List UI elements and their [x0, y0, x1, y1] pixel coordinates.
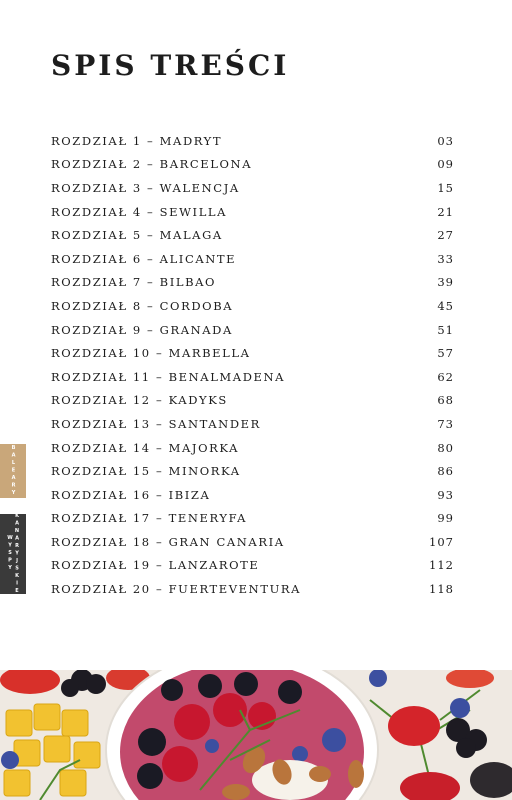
toc-page-number: 86: [437, 464, 454, 479]
toc-chapter-label: ROZDZIAŁ 4 – SEWILLA: [51, 204, 228, 219]
toc-row[interactable]: [51, 436, 454, 460]
tab-kanary-label-line2: KANARYJSKIE: [14, 512, 20, 596]
toc-row[interactable]: [51, 200, 454, 224]
toc-row[interactable]: [51, 507, 454, 531]
toc-chapter-label: ROZDZIAŁ 17 – TENERYFA: [51, 511, 248, 526]
toc-chapter-label: ROZDZIAŁ 20 – FUERTEVENTURA: [51, 582, 302, 597]
toc-page-number: 57: [437, 346, 454, 361]
tab-baleary-label: BALEARY: [10, 444, 17, 498]
toc-page-number: 107: [429, 534, 454, 549]
toc-row[interactable]: [51, 459, 454, 483]
toc-page-number: 80: [437, 440, 454, 455]
toc-row[interactable]: [51, 176, 454, 200]
toc-chapter-label: ROZDZIAŁ 8 – CORDOBA: [51, 298, 234, 313]
toc-chapter-label: ROZDZIAŁ 5 – MALAGA: [51, 228, 223, 243]
toc-row[interactable]: [51, 577, 454, 601]
toc-page-number: 112: [429, 558, 454, 573]
toc-chapter-label: ROZDZIAŁ 14 – MAJORKA: [51, 440, 239, 455]
toc-page-number: 118: [429, 582, 454, 597]
tab-wyspy-kanaryjskie[interactable]: [0, 514, 26, 594]
toc-chapter-label: ROZDZIAŁ 6 – ALICANTE: [51, 251, 237, 266]
toc-chapter-label: ROZDZIAŁ 15 – MINORKA: [51, 464, 241, 479]
toc-row[interactable]: [51, 247, 454, 271]
toc-chapter-label: ROZDZIAŁ 7 – BILBAO: [51, 275, 217, 290]
fruit-bowl-image: [0, 670, 512, 800]
toc-chapter-label: ROZDZIAŁ 3 – WALENCJA: [51, 180, 240, 195]
toc-chapter-label: ROZDZIAŁ 9 – GRANADA: [51, 322, 233, 337]
toc-chapter-label: ROZDZIAŁ 11 – BENALMADENA: [51, 369, 286, 384]
toc-page-number: 45: [437, 298, 454, 313]
toc-page-number: 27: [437, 228, 454, 243]
toc-row[interactable]: [51, 223, 454, 247]
toc-chapter-label: ROZDZIAŁ 13 – SANTANDER: [51, 416, 261, 431]
toc-page-number: 09: [437, 157, 454, 172]
toc-page-number: 99: [437, 511, 454, 526]
toc-row[interactable]: [51, 554, 454, 578]
table-of-contents: [51, 129, 454, 601]
toc-row[interactable]: [51, 341, 454, 365]
toc-row[interactable]: [51, 294, 454, 318]
toc-row[interactable]: [51, 153, 454, 177]
toc-page-number: 39: [437, 275, 454, 290]
toc-chapter-label: ROZDZIAŁ 12 – KADYKS: [51, 393, 228, 408]
toc-page-number: 15: [437, 180, 454, 195]
toc-row[interactable]: [51, 389, 454, 413]
toc-row[interactable]: [51, 483, 454, 507]
toc-row[interactable]: [51, 129, 454, 153]
toc-row[interactable]: [51, 412, 454, 436]
tab-kanary-label-line1: WYSPY: [7, 535, 13, 573]
toc-row[interactable]: [51, 318, 454, 342]
toc-chapter-label: ROZDZIAŁ 2 – BARCELONA: [51, 157, 253, 172]
toc-page-number: 73: [437, 416, 454, 431]
tab-baleary[interactable]: [0, 444, 26, 498]
toc-row[interactable]: [51, 365, 454, 389]
toc-page-number: 33: [437, 251, 454, 266]
toc-chapter-label: ROZDZIAŁ 16 – IBIZA: [51, 487, 211, 502]
toc-page-number: 51: [437, 322, 454, 337]
toc-page-number: 93: [437, 487, 454, 502]
toc-row[interactable]: [51, 530, 454, 554]
toc-chapter-label: ROZDZIAŁ 19 – LANZAROTE: [51, 558, 260, 573]
page-title: SPIS TREŚCI: [51, 49, 290, 82]
toc-chapter-label: ROZDZIAŁ 1 – MADRYT: [51, 133, 223, 148]
toc-chapter-label: ROZDZIAŁ 18 – GRAN CANARIA: [51, 534, 285, 549]
toc-page-number: 21: [437, 204, 454, 219]
toc-page-number: 68: [437, 393, 454, 408]
toc-row[interactable]: [51, 271, 454, 295]
toc-page-number: 03: [437, 133, 454, 148]
toc-chapter-label: ROZDZIAŁ 10 – MARBELLA: [51, 346, 251, 361]
toc-page-number: 62: [437, 369, 454, 384]
fruit-bowl-photo: [0, 670, 512, 800]
